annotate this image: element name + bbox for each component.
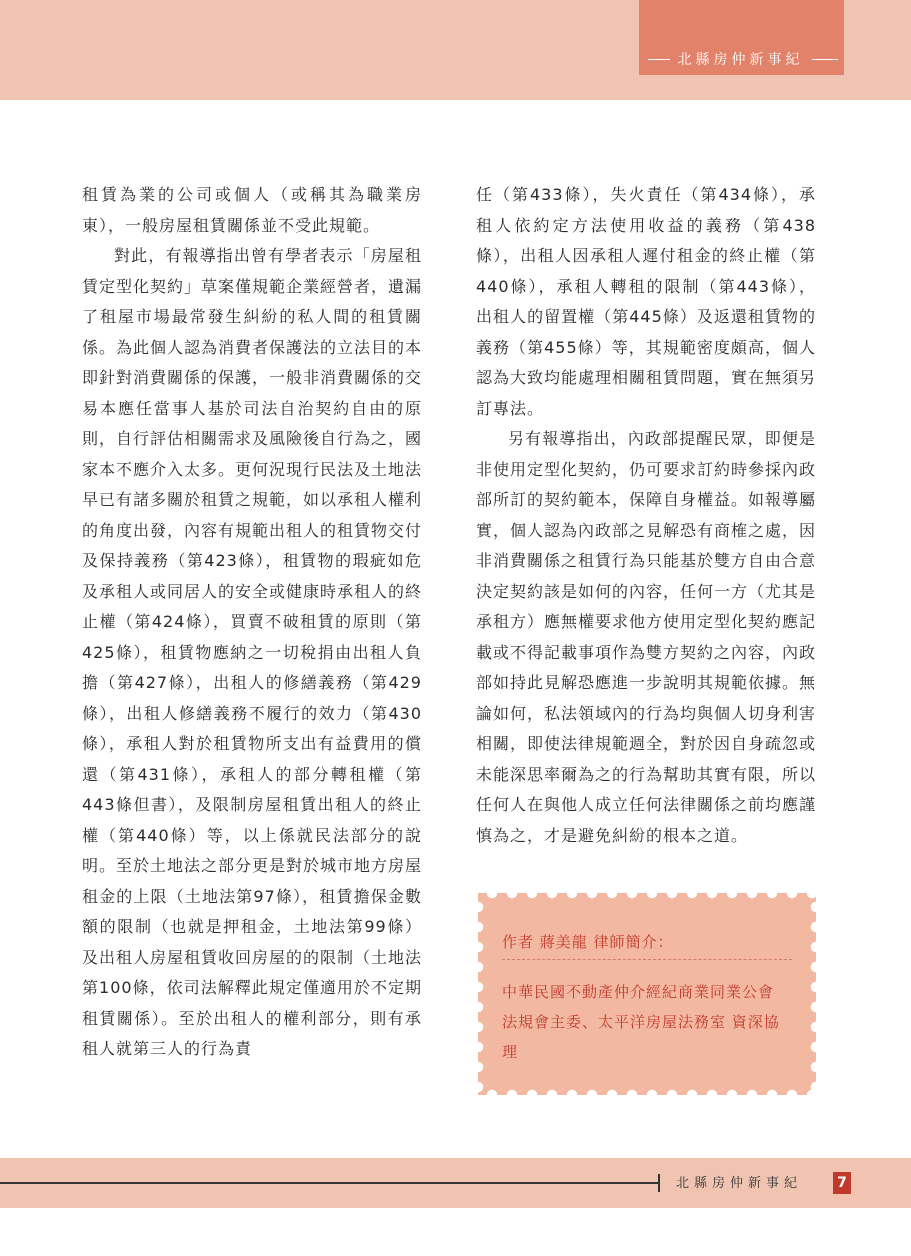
footer-magazine-title: 北縣房仲新事紀 xyxy=(676,1176,803,1191)
article-paragraph: 任（第433條），失火責任（第434條），承租人依約定方法使用收益的義務（第438條），出租人因承租人遲付租金的終止權（第440條），承租人轉租的限制（第443條），出租人的留置權（第445條）及返還租賃物的義務（第455條）等，其規範密度頗高，個人認為大致均能處理相關租賃問題，實在無須另訂專法。 xyxy=(476,185,817,418)
header-rule-right xyxy=(812,59,838,60)
article-column-right xyxy=(476,180,816,851)
author-heading: 作者 蔣美龍 律師簡介： xyxy=(502,933,674,951)
header-title-group xyxy=(640,49,845,69)
stamp-edge-right xyxy=(810,893,822,1095)
article-paragraph: 對此，有報導指出曾有學者表示「房屋租賃定型化契約」草案僅規範企業經營者，遺漏了租屋市場最常發生糾紛的私人間的租賃關係。為此個人認為消費者保護法的立法目的本即針對消費關係的保護，一般非消費關係的交易本應任當事人基於司法自治契約自由的原則，自行評估相關需求及風險後自行為之，國家本不應介入太多。更何況現行民法及土地法早已有諸多關於租賃之規範，如以承租人權利的角度出發，內容有規範出租人的租賃物交付及保持義務（第423條），租賃物的瑕疵如危及承租人或同居人的安全或健康時承租人的終止權（第424條），買賣不破租賃的原則（第425條），租賃物應納之一切稅捐由出租人負擔（第427條），出租人的修繕義務（第429條），出租人修繕義務不履行的效力（第430條），承租人對於租賃物所支出有益費用的償還（第431條），承租人的部分轉租權（第443條但書），及限制房屋租賃出租人的終止權（第440條）等，以上係就民法部分的說明。至於土地法之部分更是對於城市地方房屋租金的上限（土地法第97條），租賃擔保金數額的限制（也就是押租金，土地法第99條）及出租人房屋租賃收回房屋的的限制（土地法第100條，依司法解釋此規定僅適用於不定期租賃關係）。至於出租人的權利部分，則有承租人就第三人的行為責 xyxy=(82,246,423,1058)
footer-rule xyxy=(0,1182,660,1184)
footer-rule-tick xyxy=(658,1174,660,1192)
article-column-left xyxy=(82,180,422,1065)
stamp-edge-bottom xyxy=(478,1089,816,1101)
header-rule-left xyxy=(648,59,670,60)
author-divider xyxy=(502,959,792,960)
page-number: 7 xyxy=(833,1172,851,1194)
magazine-title: 北縣房仲新事紀 xyxy=(677,52,804,68)
author-bio: 中華民國不動產仲介經紀商業同業公會 法規會主委、太平洋房屋法務室 資深協理 xyxy=(502,983,780,1061)
stamp-edge-top xyxy=(478,887,816,899)
stamp-edge-left xyxy=(472,893,484,1095)
author-box xyxy=(478,893,816,1095)
article-paragraph: 租賃為業的公司或個人（或稱其為職業房東），一般房屋租賃關係並不受此規範。 xyxy=(82,185,422,235)
article-paragraph: 另有報導指出，內政部提醒民眾，即便是非使用定型化契約，仍可要求訂約時參採內政部所訂的契約範本，保障自身權益。如報導屬實，個人認為內政部之見解恐有商榷之處，因非消費關係之租賃行為只能基於雙方自由合意決定契約該是如何的內容，任何一方（尤其是承租方）應無權要求他方使用定型化契約應記載或不得記載事項作為雙方契約之內容，內政部如持此見解恐應進一步說明其規範依據。無論如何，私法領域內的行為均與個人切身利害相關，即使法律規範週全，對於因自身疏忽或未能深思率爾為之的行為幫助其實有限，所以任何人在與他人成立任何法律關係之前均應謹慎為之，才是避免糾紛的根本之道。 xyxy=(476,429,817,845)
